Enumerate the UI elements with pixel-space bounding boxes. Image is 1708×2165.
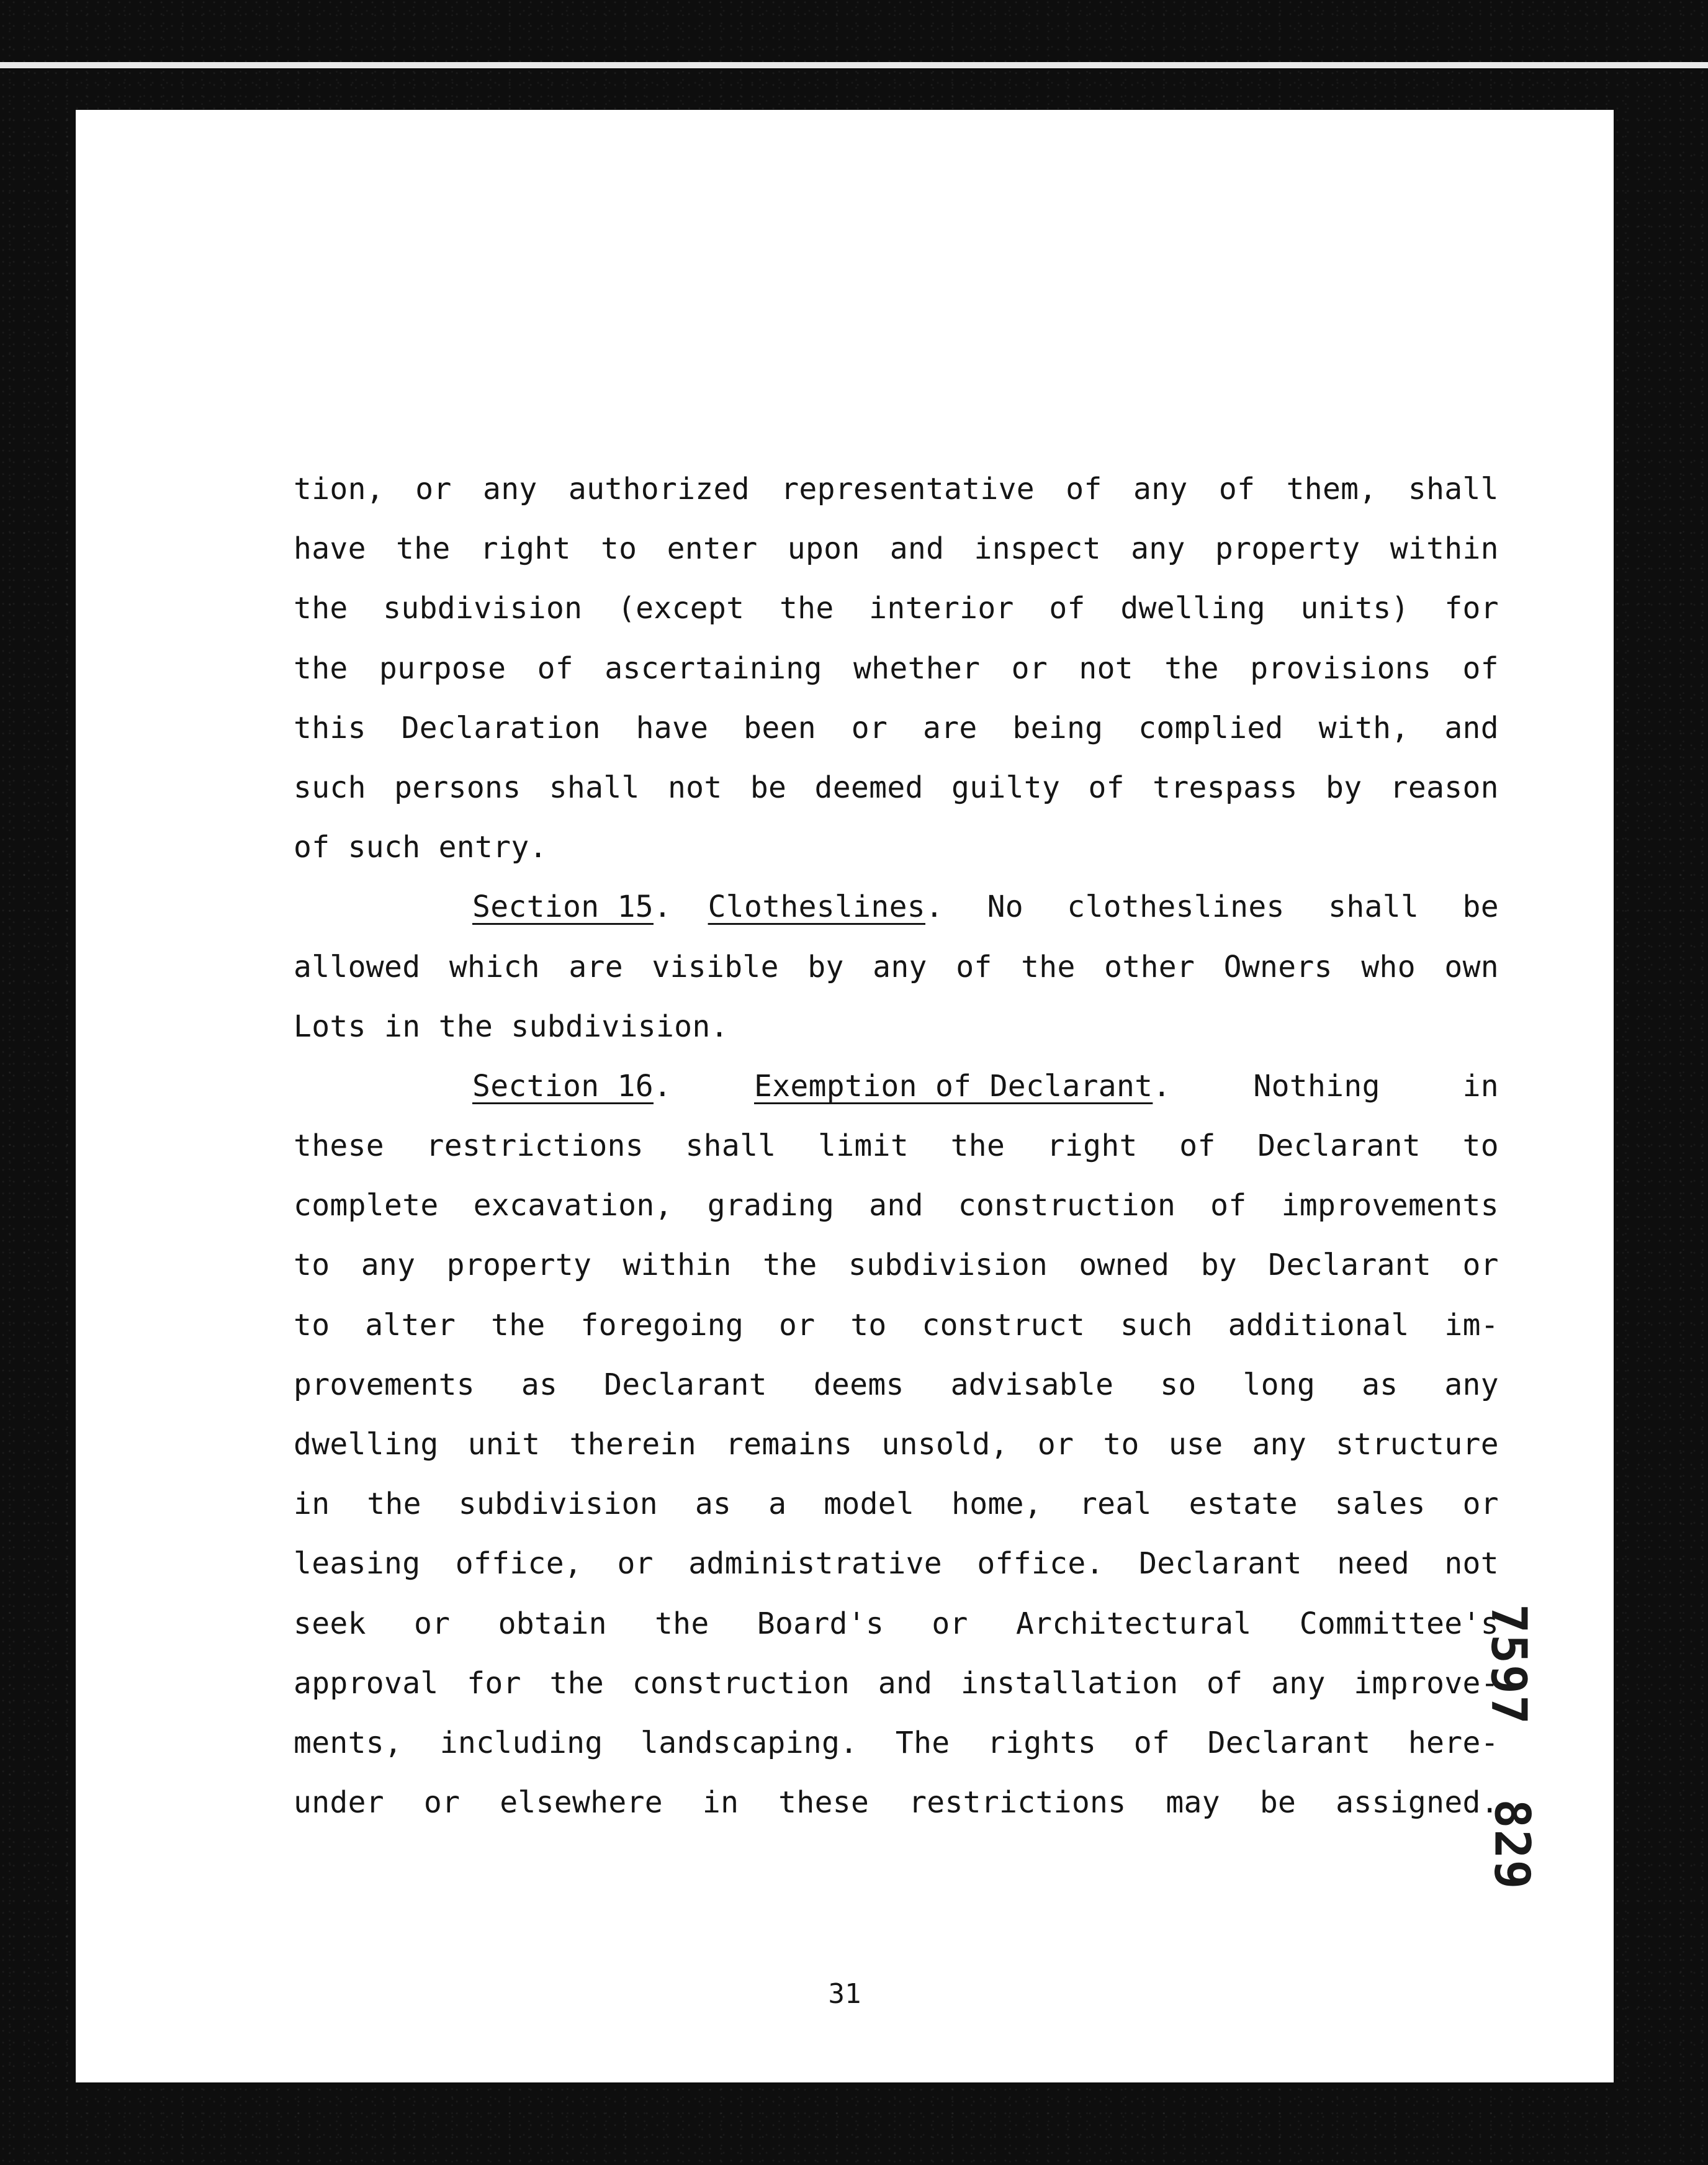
word: of [1207,1665,1243,1701]
word: construction [632,1665,850,1701]
word: foregoing [580,1307,744,1343]
word: such [294,770,366,805]
word: or [423,1785,461,1821]
word: Declarant [604,1367,767,1402]
word: grading [707,1188,835,1223]
word: may [1166,1785,1220,1821]
word: model [824,1487,915,1522]
text-line [294,1474,1499,1534]
word: deems [813,1367,904,1402]
page-number: 31 [828,1978,861,2010]
word: visible [652,949,779,984]
word: shall [1328,889,1419,925]
word: allowed [294,949,421,984]
word: assigned. [1336,1785,1499,1821]
word: landscaping. [640,1725,858,1760]
word: are [569,949,623,984]
section-15-heading: Section 15. Clotheslines. [472,889,944,925]
word: rights [987,1725,1097,1760]
word: for [467,1665,521,1701]
word: tion, [294,472,384,506]
word: any [1252,1427,1307,1462]
word: Owners [1223,949,1333,984]
word: home, [951,1487,1043,1522]
text-line [294,639,1499,698]
word: owned [1079,1248,1170,1283]
word: or [1462,1248,1499,1283]
section-15-number: Section 15 [472,889,654,925]
word: or [1037,1427,1074,1462]
word: here- [1408,1725,1499,1760]
word: the [950,1128,1005,1164]
word: construct [922,1307,1085,1343]
word: the [779,591,834,626]
word: use [1168,1427,1223,1462]
word: such [1120,1307,1193,1343]
word: Board's [757,1606,884,1641]
body-text [294,459,1499,1832]
word: improve- [1354,1665,1499,1701]
word: shall [1408,472,1499,506]
word: long [1243,1367,1316,1402]
word: installation [961,1665,1179,1701]
word: as [1362,1367,1398,1402]
word: the [294,650,348,686]
word: or [851,710,888,745]
word: the [1021,949,1076,984]
word: inspect [974,531,1101,567]
word: trespass [1153,770,1298,805]
word: shall [549,770,640,805]
text-line [294,1116,1499,1176]
word: Committee's [1299,1606,1499,1641]
word: deemed [814,770,924,805]
section-15-title: Clotheslines [708,889,925,925]
word: of [1049,591,1085,626]
word: additional [1228,1307,1409,1343]
word: who [1361,949,1416,984]
word: ascertaining [605,650,822,686]
word: the [294,591,348,626]
word: advisable [950,1367,1114,1402]
word: own [1444,949,1499,984]
word: any [1444,1367,1499,1402]
word: with, [1318,710,1409,745]
word: being [1012,710,1103,745]
word: shall [685,1128,776,1164]
word: be [1462,889,1499,925]
page-number-stamp: 829 [1483,1799,1540,1891]
section-16-heading-line [294,1056,1499,1116]
text-line [294,1654,1499,1713]
text-line [294,1594,1499,1654]
word: unsold, [881,1427,1009,1462]
word: and [878,1665,933,1701]
word: Architectural [1015,1606,1252,1641]
word: office. [977,1546,1104,1582]
word: and [1444,710,1499,745]
word: to [1462,1128,1499,1164]
word: by [807,949,844,984]
word: upon [787,531,860,567]
document-page [76,110,1614,2082]
word: any [483,472,537,506]
word: have [294,531,366,567]
word: improvements [1281,1188,1499,1223]
section-15-line [294,937,1499,997]
word: restrictions [426,1128,644,1164]
word: provements [294,1367,475,1402]
section-16-title: Exemption of Declarant [754,1068,1153,1104]
word: persons [394,770,521,805]
word: for [1444,591,1499,626]
word: any [873,949,927,984]
word: representative [781,472,1035,506]
word: them, [1286,472,1377,506]
text-line [294,1713,1499,1773]
word: in [702,1785,739,1821]
word: seek [294,1606,366,1641]
word: other [1104,949,1195,984]
word: not [1079,650,1133,686]
word: by [1326,770,1362,805]
text-line [294,459,1499,519]
word: unit [467,1427,541,1462]
word: or [413,1606,451,1641]
word: authorized [568,472,750,506]
word: not [1444,1546,1499,1582]
section-16-title-wrap: Exemption of Declarant. [754,1068,1171,1104]
word: purpose [379,650,506,686]
word: of [1210,1188,1247,1223]
word: in [1462,1068,1499,1104]
word: Nothing [1253,1068,1380,1104]
word: enter [667,531,758,567]
word: interior [869,591,1014,626]
text-line [294,1773,1499,1832]
word: of [1088,770,1125,805]
word: subdivision [458,1487,658,1522]
word: these [778,1785,870,1821]
text-line [294,758,1499,817]
word: and [889,531,945,567]
word: or [415,472,452,506]
word: need [1337,1546,1410,1582]
word: administrative [688,1546,942,1582]
word: construction [958,1188,1176,1223]
section-16-number-wrap: Section 16. [472,1068,672,1104]
word: therein [569,1427,696,1462]
word: or [617,1546,654,1582]
section-15-heading-line [294,877,1499,937]
word: as [521,1367,558,1402]
word: of [1462,650,1499,686]
word: Declarant [1257,1128,1421,1164]
section-15-last-line: Lots in the subdivision. [294,1009,729,1044]
word: the [491,1307,546,1343]
word: the [1164,650,1219,686]
word: to [294,1307,330,1343]
text-line [294,698,1499,758]
word: complied [1138,710,1283,745]
word: clotheslines [1067,889,1285,925]
word: within [623,1248,732,1283]
word: under [294,1785,384,1821]
word: The [895,1725,950,1760]
word: of [537,650,573,686]
text-line [294,1295,1499,1355]
word: alter [365,1307,456,1343]
word: estate [1189,1487,1298,1522]
word: excavation, [473,1188,673,1223]
text-line [294,1235,1499,1295]
word: subdivision [383,591,583,626]
word: real [1079,1487,1152,1522]
word: or [1462,1487,1499,1522]
word: these [294,1128,384,1164]
word: limit [818,1128,909,1164]
text-line [294,519,1499,578]
word: including [439,1725,603,1760]
word: im- [1444,1307,1499,1343]
paragraph-inspection [294,459,1499,817]
word: not [667,770,722,805]
paragraph-inspection-last-line: of such entry. [294,830,547,865]
word: to [1103,1427,1139,1462]
text-line [294,1415,1499,1474]
text-line [294,1355,1499,1415]
word: property [1215,531,1360,567]
word: subdivision [848,1248,1048,1283]
word: Declarant [1207,1725,1371,1760]
word: be [750,770,787,805]
word: approval [294,1665,439,1701]
word: ments, [294,1725,403,1760]
word: this [294,710,366,745]
book-number-stamp: 7597 [1480,1604,1536,1726]
word: the [763,1248,817,1283]
word: Declarant [1268,1248,1432,1283]
word: to [600,531,637,567]
word: or [1011,650,1048,686]
text-line [294,1176,1499,1235]
word: so [1160,1367,1197,1402]
word: of [1066,472,1102,506]
word: Declarant [1139,1546,1302,1582]
word: No [987,889,1023,925]
word: a [768,1487,787,1522]
word: the [367,1487,421,1522]
word: by [1200,1248,1238,1283]
word: been [744,710,816,745]
word: the [654,1606,709,1641]
word: within [1390,531,1499,567]
word: remains [725,1427,853,1462]
word: obtain [498,1606,607,1641]
word: provisions [1250,650,1432,686]
word: elsewhere [500,1785,663,1821]
word: any [1271,1665,1326,1701]
word: the [395,531,451,567]
word: in [294,1487,330,1522]
word: the [549,1665,605,1701]
word: have [636,710,709,745]
text-line [294,1534,1499,1593]
word: right [480,531,571,567]
word: complete [294,1188,439,1223]
section-16-number: Section 16 [472,1068,654,1104]
word: or [932,1606,968,1641]
word: which [449,949,540,984]
word: reason [1390,770,1499,805]
word: of [1179,1128,1216,1164]
word: (except [617,591,745,626]
word: be [1259,1785,1297,1821]
word: leasing [294,1546,421,1582]
word: any [1133,472,1188,506]
word: restrictions [909,1785,1126,1821]
word: or [779,1307,816,1343]
word: property [446,1248,592,1283]
word: as [694,1487,732,1522]
word: guilty [951,770,1061,805]
word: to [294,1248,330,1283]
word: and [869,1188,924,1223]
word: any [1131,531,1185,567]
word: of [1133,1725,1171,1760]
word: sales [1334,1487,1426,1522]
scan-edge-stripe [0,62,1708,68]
word: right [1046,1128,1138,1164]
word: whether [853,650,981,686]
section-16-body [294,1116,1499,1832]
word: are [922,710,978,745]
word: office, [455,1546,583,1582]
word: of [956,949,992,984]
word: dwelling [1120,591,1265,626]
text-line [294,578,1499,638]
word: of [1218,472,1256,506]
word: dwelling [294,1427,439,1462]
word: Declaration [401,710,601,745]
word: units) [1300,591,1409,626]
word: any [361,1248,416,1283]
word: to [850,1307,887,1343]
word: structure [1336,1427,1499,1462]
